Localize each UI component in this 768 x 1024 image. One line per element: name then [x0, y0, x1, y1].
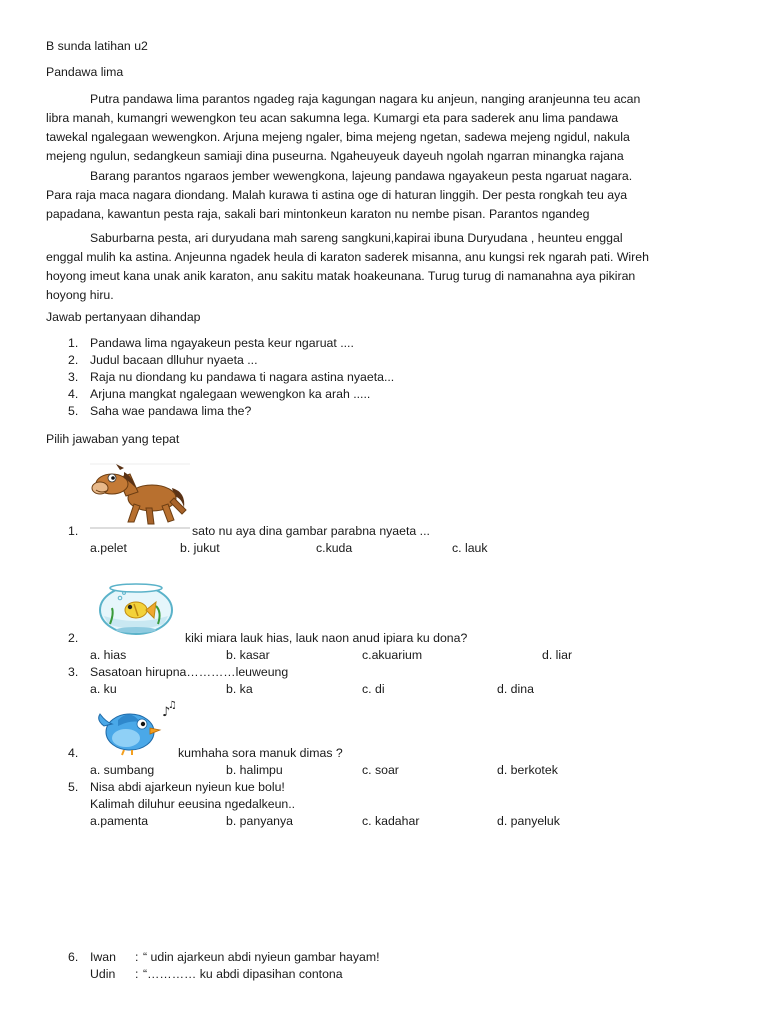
horse-icon — [90, 462, 192, 530]
bird-picture — [96, 698, 178, 756]
horse-picture — [90, 462, 192, 530]
svg-text:♫: ♫ — [168, 700, 177, 711]
dialog-text: “ udin ajarkeun abdi nyieun gambar hayam! — [143, 950, 380, 964]
story-title: Pandawa lima — [46, 65, 124, 79]
mc-option: a.pelet — [90, 541, 127, 555]
fishbowl-icon — [96, 578, 176, 636]
mc-option: b. ka — [226, 682, 253, 696]
bird-icon — [96, 698, 178, 756]
question-number: 3. — [68, 370, 79, 384]
question-text: Arjuna mangkat ngalegaan wewengkon ka arah ..... — [90, 387, 371, 401]
paragraph-line: hoyong imeut kana unak anik karaton, anu sakitu matak hoakeunana. Turug turug di namanahna aya pikiran — [46, 269, 636, 283]
paragraph-line: Saburbarna pesta, ari duryudana mah sareng sangkuni,kapirai ibuna Duryudana , heunteu enggal — [90, 231, 623, 245]
question-number: 5. — [68, 404, 79, 418]
paragraph-line: Para raja maca nagara diondang. Malah kurawa ti astina oge di haturan linggih. Der pesta rongkah teu aya — [46, 188, 628, 202]
mc-number: 3. — [68, 665, 79, 679]
dialog-speaker: Udin — [90, 967, 116, 981]
mc-question-text: Sasatoan hirupna…………leuweung — [90, 665, 289, 679]
mc-option: c. kadahar — [362, 814, 420, 828]
mc-option: b. kasar — [226, 648, 270, 662]
q6-number: 6. — [68, 950, 79, 964]
mc-option: b. panyanya — [226, 814, 294, 828]
mc-option: c. lauk — [452, 541, 488, 555]
mc-number: 1. — [68, 524, 79, 538]
section-title-multiple-choice: Pilih jawaban yang tepat — [46, 432, 180, 446]
paragraph-3 — [46, 229, 726, 305]
mc-option: a.pamenta — [90, 814, 149, 828]
mc-option: d. berkotek — [497, 763, 558, 777]
paragraph-line: papadana, kawantun pesta raja, sakali bari mintonkeun karaton nu nembe pisan. Parantos ngandeg — [46, 207, 590, 221]
svg-text:♪: ♪ — [162, 705, 171, 720]
mc-option: c.akuarium — [362, 648, 423, 662]
mc-option: b. halimpu — [226, 763, 283, 777]
paragraph-2 — [46, 167, 726, 224]
question-number: 1. — [68, 336, 79, 350]
mc-option: c. di — [362, 682, 385, 696]
question-text: Saha wae pandawa lima the? — [90, 404, 252, 418]
mc-question-text: kumhaha sora manuk dimas ? — [178, 746, 343, 760]
paragraph-1 — [46, 90, 726, 166]
mc-option: d. dina — [497, 682, 534, 696]
paragraph-line: Barang parantos ngaraos jember wewengkona, lajeung pandawa ngayakeun pesta ngaruat nagara. — [90, 169, 633, 183]
mc-option: d. liar — [542, 648, 573, 662]
question-text: Judul bacaan dlluhur nyaeta ... — [90, 353, 258, 367]
paragraph-line: tawekal ngalegaan wewengkon. Arjuna mejeng ngaler, bima mejeng ngetan, sadewa mejeng ngidul, nakula — [46, 130, 630, 144]
question-number: 4. — [68, 387, 79, 401]
mc-option: a. sumbang — [90, 763, 155, 777]
mc-question-text: Nisa abdi ajarkeun nyieun kue bolu! — [90, 780, 285, 794]
mc-option: b. jukut — [180, 541, 220, 555]
dialog-separator: : — [135, 950, 139, 964]
mc-number: 5. — [68, 780, 79, 794]
section-title-essay: Jawab pertanyaan dihandap — [46, 310, 201, 324]
dialog-speaker: Iwan — [90, 950, 116, 964]
paragraph-line: hoyong hiru. — [46, 288, 114, 302]
paragraph-line: libra manah, kumangri wewengkon teu acan sakumna lega. Kumargi eta para saderek anu lima pandawa — [46, 111, 619, 125]
question-text: Pandawa lima ngayakeun pesta keur ngaruat .... — [90, 336, 354, 350]
mc-question-subtext: Kalimah diluhur eeusina ngedalkeun.. — [90, 797, 296, 811]
mc-option: a. hias — [90, 648, 127, 662]
mc-number: 4. — [68, 746, 79, 760]
paragraph-line: Putra pandawa lima parantos ngadeg raja kagungan nagara ku anjeun, nanging aranjeunna teu acan — [90, 92, 641, 106]
mc-question-text: kiki miara lauk hias, lauk naon anud ipiara ku dona? — [185, 631, 468, 645]
mc-question-text: sato nu aya dina gambar parabna nyaeta ... — [192, 524, 430, 538]
question-text: Raja nu diondang ku pandawa ti nagara astina nyaeta... — [90, 370, 395, 384]
mc-option: d. panyeluk — [497, 814, 560, 828]
mc-number: 2. — [68, 631, 79, 645]
mc-option: c.kuda — [316, 541, 353, 555]
dialog-separator: : — [135, 967, 139, 981]
question-number: 2. — [68, 353, 79, 367]
paragraph-line: mejeng ngulun, sedangkeun samiaji dina puseurna. Ngaheuyeuk dayeuh ngolah ngarran minangka rajana — [46, 149, 624, 163]
document-header: B sunda latihan u2 — [46, 39, 148, 53]
mc-option: c. soar — [362, 763, 399, 777]
mc-option: a. ku — [90, 682, 117, 696]
fishbowl-picture — [96, 578, 176, 636]
paragraph-line: enggal mulih ka astina. Anjeunna ngadek heula di karaton saderek misanna, anu kungsi rek ngarah pati. Wireh — [46, 250, 649, 264]
dialog-text: “………… ku abdi dipasihan contona — [143, 967, 343, 981]
